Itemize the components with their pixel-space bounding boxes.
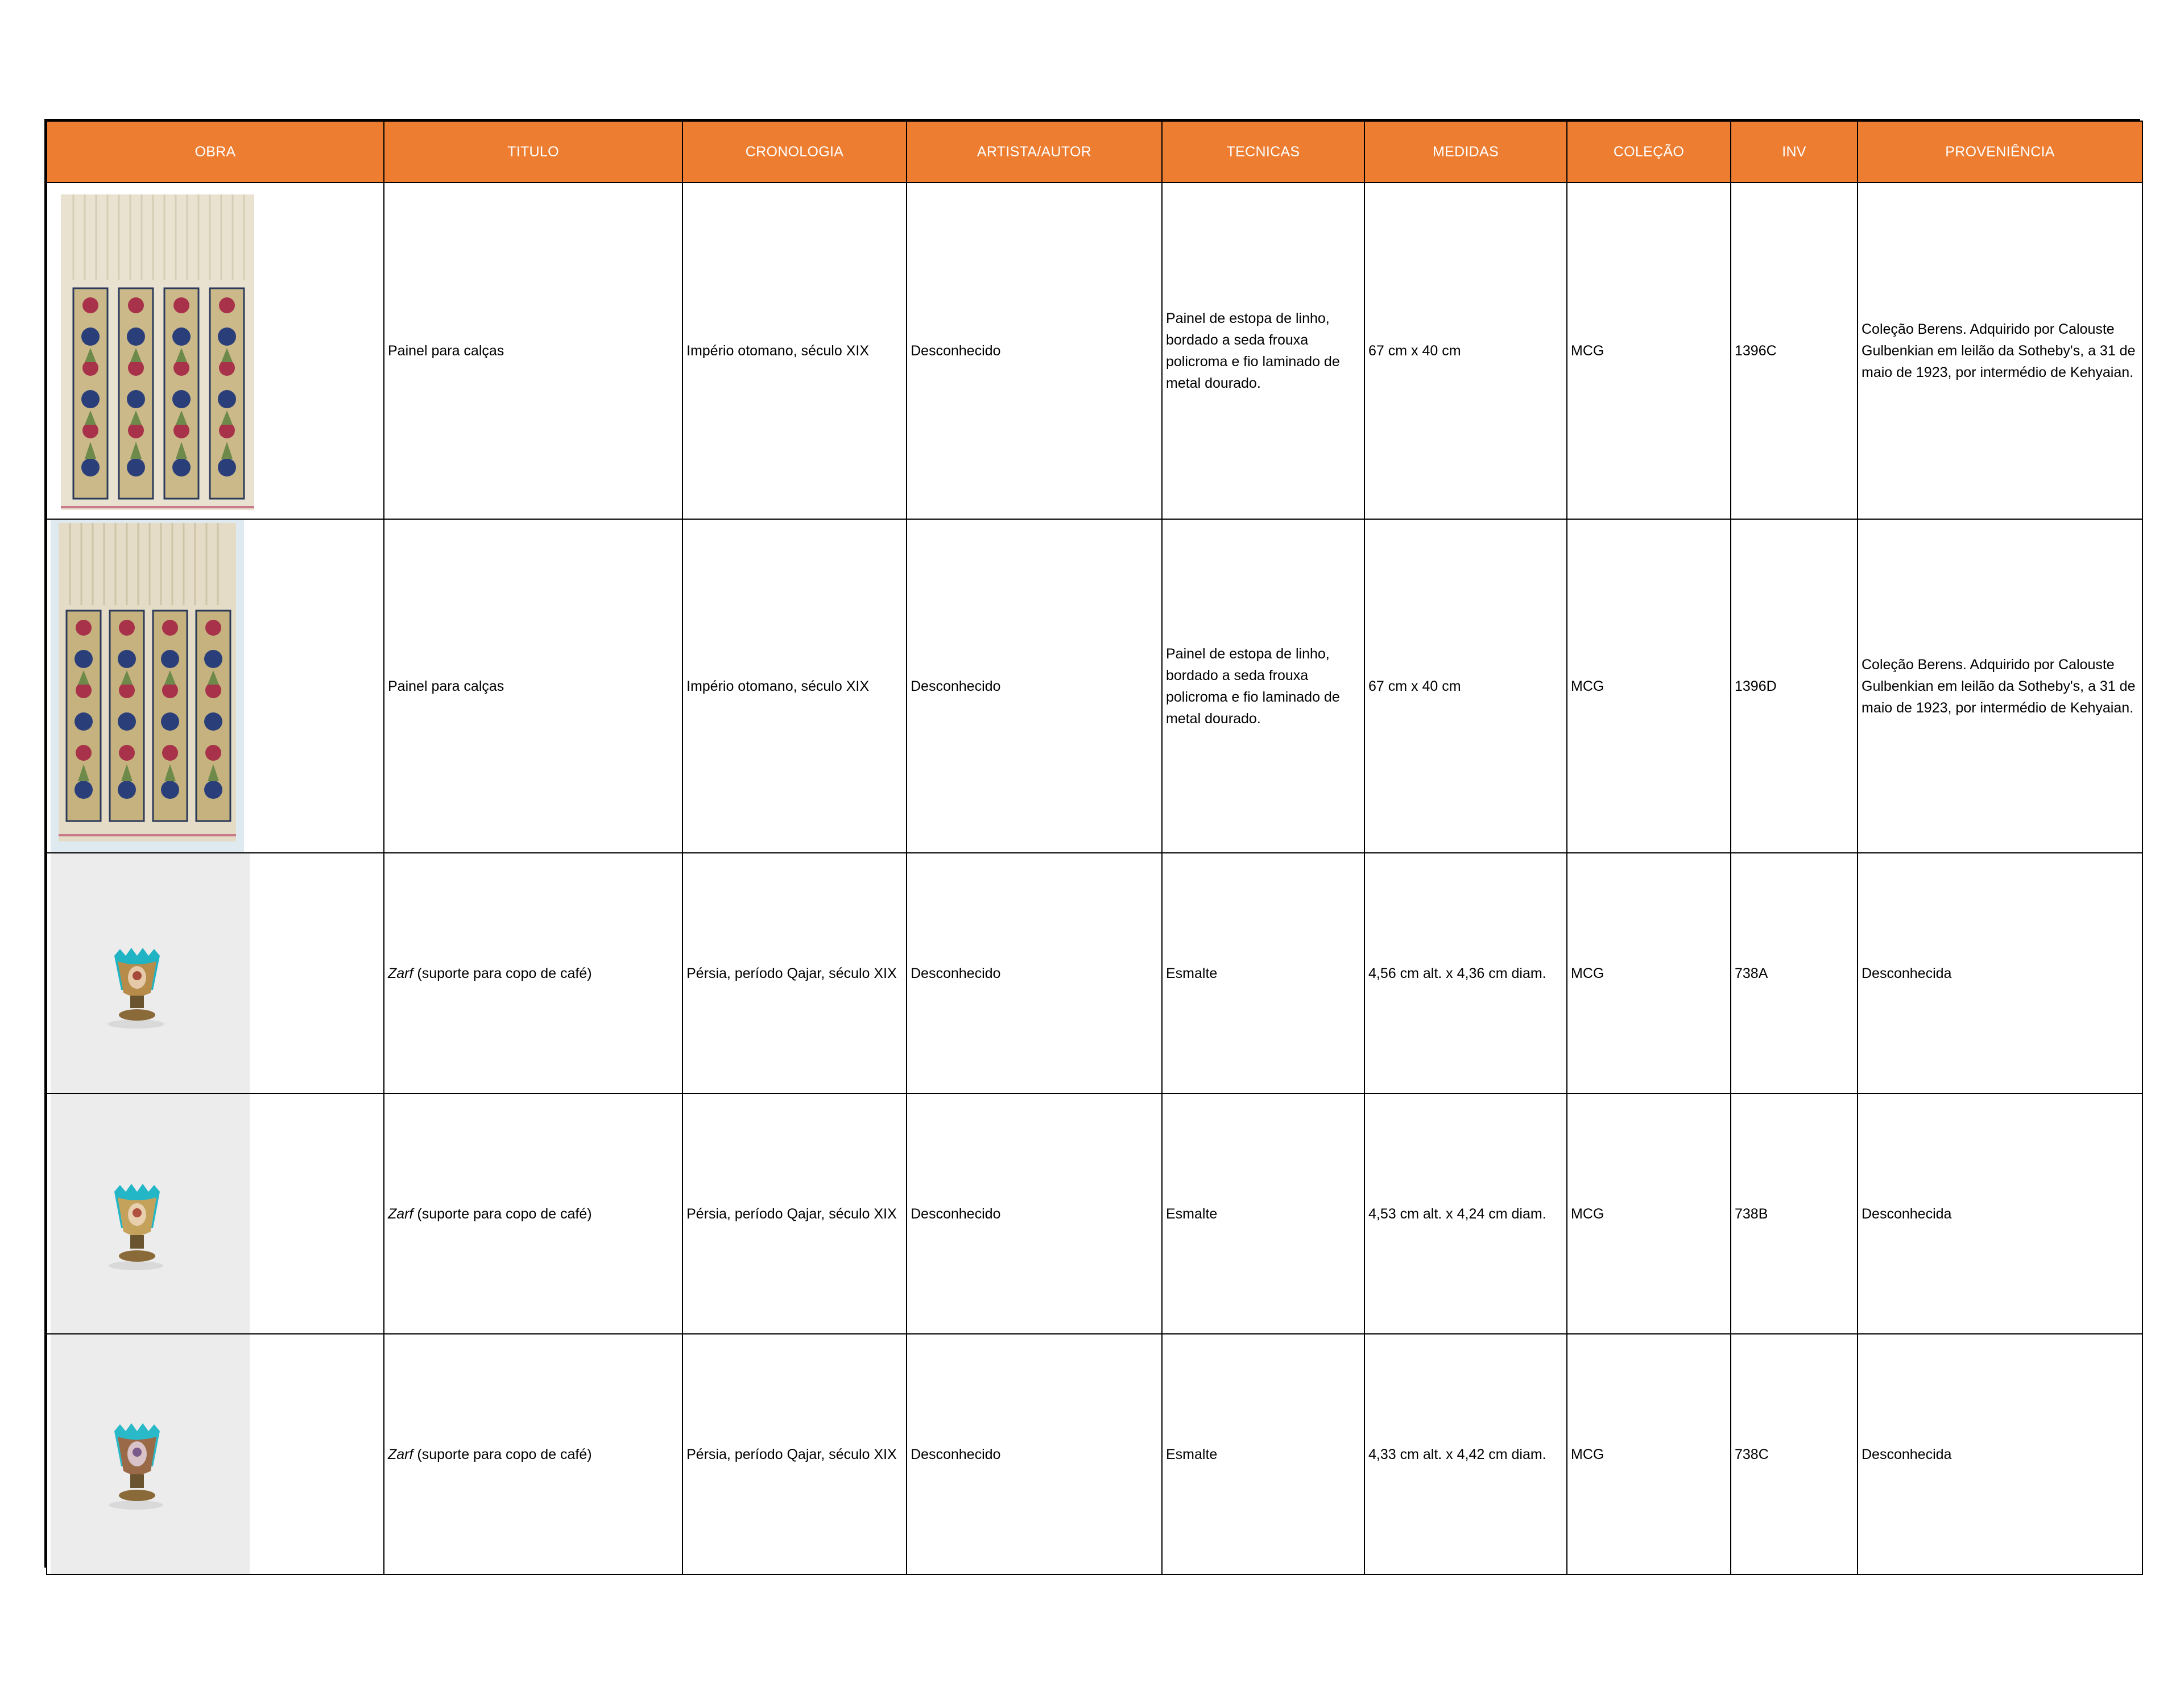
titulo-italic: Zarf bbox=[388, 1446, 413, 1462]
header-proveniencia: PROVENIÊNCIA bbox=[1858, 121, 2142, 183]
tecnicas-cell: Painel de estopa de linho, bordado a seda frouxa policroma e fio laminado de metal dourado. bbox=[1162, 183, 1364, 519]
proveniencia-cell: Desconhecida bbox=[1858, 1334, 2142, 1574]
artista-cell: Desconhecido bbox=[907, 183, 1162, 519]
proveniencia-cell: Desconhecida bbox=[1858, 853, 2142, 1093]
inv-cell: 738B bbox=[1731, 1093, 1858, 1334]
colecao-cell: MCG bbox=[1567, 853, 1731, 1093]
proveniencia-cell: Coleção Berens. Adquirido por Calouste Gulbenkian em leilão da Sotheby's, a 31 de maio de 1923, por intermédio de Kehyaian. bbox=[1858, 519, 2142, 853]
header-obra: OBRA bbox=[47, 121, 384, 183]
artista-cell: Desconhecido bbox=[907, 853, 1162, 1093]
obra-cell bbox=[47, 519, 384, 853]
colecao-cell: MCG bbox=[1567, 1334, 1731, 1574]
inv-cell: 738C bbox=[1731, 1334, 1858, 1574]
header-inv: INV bbox=[1731, 121, 1858, 183]
zarf-cup-image bbox=[51, 1094, 250, 1333]
cronologia-cell: Pérsia, período Qajar, século XIX bbox=[682, 1334, 907, 1574]
medidas-cell: 4,33 cm alt. x 4,42 cm diam. bbox=[1364, 1334, 1567, 1574]
cronologia-cell: Império otomano, século XIX bbox=[682, 519, 907, 853]
titulo-italic: Zarf bbox=[388, 1205, 413, 1222]
titulo-text: Painel para calças bbox=[388, 343, 504, 359]
cronologia-cell: Pérsia, período Qajar, século XIX bbox=[682, 1093, 907, 1334]
titulo-cell bbox=[384, 519, 682, 853]
zarf-cup-image bbox=[51, 853, 250, 1093]
tecnicas-cell: Esmalte bbox=[1162, 1093, 1364, 1334]
titulo-cell bbox=[384, 853, 682, 1093]
header-cronologia: CRONOLOGIA bbox=[682, 121, 907, 183]
header-medidas: MEDIDAS bbox=[1364, 121, 1567, 183]
titulo-text: Painel para calças bbox=[388, 678, 504, 694]
titulo-italic: Zarf bbox=[388, 965, 413, 981]
tecnicas-cell: Esmalte bbox=[1162, 853, 1364, 1093]
artista-cell: Desconhecido bbox=[907, 1093, 1162, 1334]
artista-cell: Desconhecido bbox=[907, 519, 1162, 853]
colecao-cell: MCG bbox=[1567, 183, 1731, 519]
cronologia-cell: Império otomano, século XIX bbox=[682, 183, 907, 519]
obra-cell bbox=[47, 1093, 384, 1334]
textile-panel-image bbox=[51, 520, 244, 852]
textile-panel-image bbox=[51, 183, 259, 519]
zarf-cup-image bbox=[51, 1334, 250, 1574]
titulo-text: (suporte para copo de café) bbox=[413, 1446, 592, 1462]
table-row bbox=[47, 853, 2142, 1093]
inv-cell: 738A bbox=[1731, 853, 1858, 1093]
inv-cell: 1396C bbox=[1731, 183, 1858, 519]
titulo-text: (suporte para copo de café) bbox=[413, 965, 592, 981]
header-colecao: COLEÇÃO bbox=[1567, 121, 1731, 183]
inv-cell: 1396D bbox=[1731, 519, 1858, 853]
titulo-text: (suporte para copo de café) bbox=[413, 1205, 592, 1222]
colecao-cell: MCG bbox=[1567, 1093, 1731, 1334]
header-artista: ARTISTA/AUTOR bbox=[907, 121, 1162, 183]
table-row bbox=[47, 1334, 2142, 1574]
catalog-sheet bbox=[44, 119, 2140, 1568]
proveniencia-cell: Coleção Berens. Adquirido por Calouste Gulbenkian em leilão da Sotheby's, a 31 de maio de 1923, por intermédio de Kehyaian. bbox=[1858, 183, 2142, 519]
medidas-cell: 4,53 cm alt. x 4,24 cm diam. bbox=[1364, 1093, 1567, 1334]
header-row bbox=[47, 121, 2142, 183]
titulo-cell bbox=[384, 1093, 682, 1334]
obra-cell bbox=[47, 183, 384, 519]
tecnicas-cell: Esmalte bbox=[1162, 1334, 1364, 1574]
obra-cell bbox=[47, 1334, 384, 1574]
colecao-cell: MCG bbox=[1567, 519, 1731, 853]
medidas-cell: 67 cm x 40 cm bbox=[1364, 519, 1567, 853]
table-row bbox=[47, 1093, 2142, 1334]
catalog-table bbox=[46, 121, 2143, 1575]
medidas-cell: 4,56 cm alt. x 4,36 cm diam. bbox=[1364, 853, 1567, 1093]
obra-cell bbox=[47, 853, 384, 1093]
table-row bbox=[47, 519, 2142, 853]
table-row bbox=[47, 183, 2142, 519]
medidas-cell: 67 cm x 40 cm bbox=[1364, 183, 1567, 519]
header-titulo: TITULO bbox=[384, 121, 682, 183]
cronologia-cell: Pérsia, período Qajar, século XIX bbox=[682, 853, 907, 1093]
artista-cell: Desconhecido bbox=[907, 1334, 1162, 1574]
tecnicas-cell: Painel de estopa de linho, bordado a seda frouxa policroma e fio laminado de metal dourado. bbox=[1162, 519, 1364, 853]
titulo-cell bbox=[384, 183, 682, 519]
proveniencia-cell: Desconhecida bbox=[1858, 1093, 2142, 1334]
header-tecnicas: TECNICAS bbox=[1162, 121, 1364, 183]
titulo-cell bbox=[384, 1334, 682, 1574]
